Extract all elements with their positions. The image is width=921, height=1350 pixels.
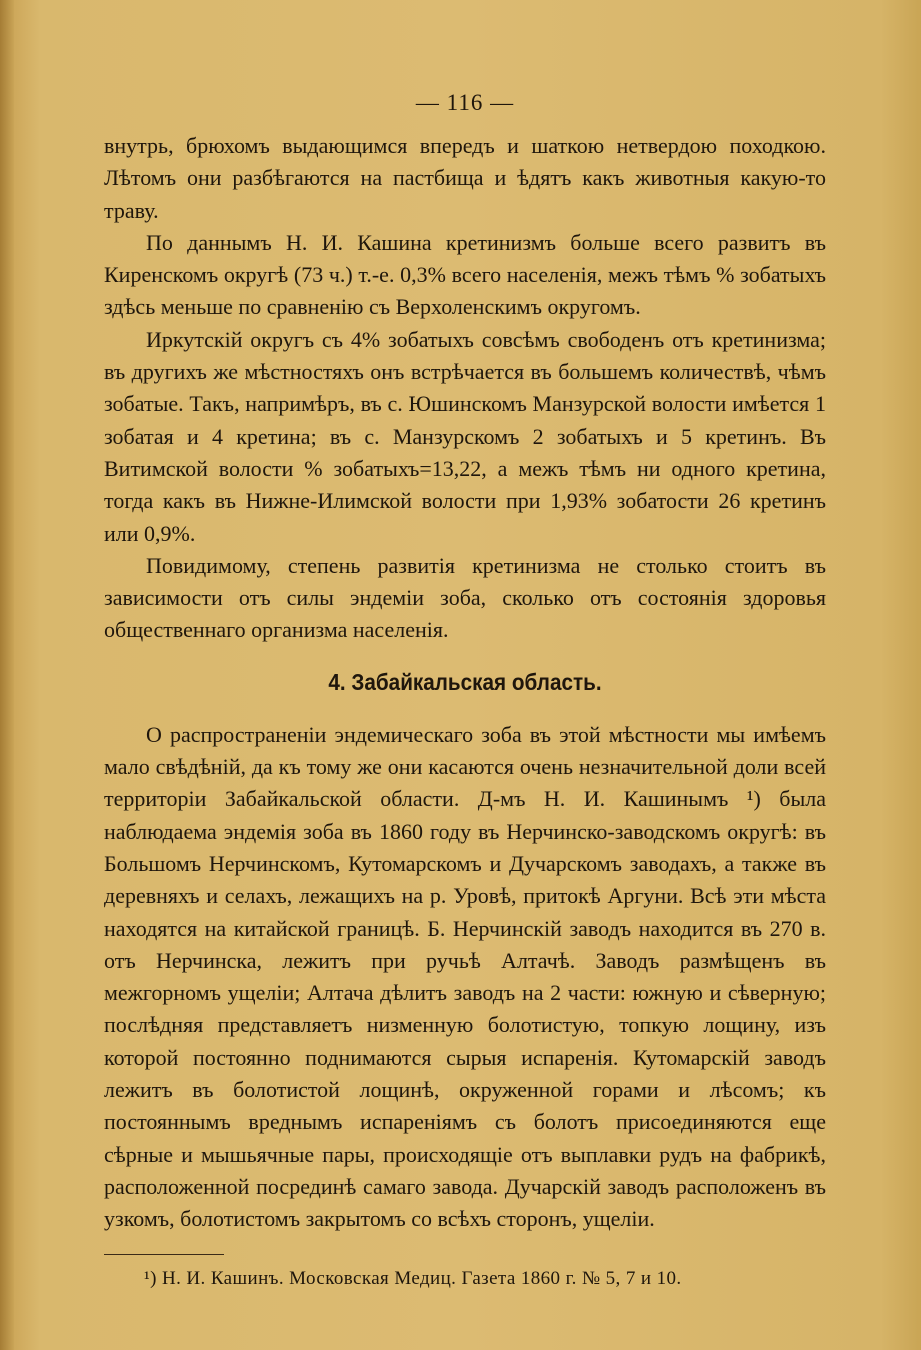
paragraph-5: О распространеніи эндемическаго зоба въ этой мѣстности мы имѣемъ мало свѣдѣній, да къ тому же они касаются очень незначительной доли всей территоріи Забайкальской области. Д-мъ Н. И. Кашинымъ ¹) была наблюдаема эндемія зоба въ 1860 году въ Нерчинско-заводскомъ округѣ: въ Большомъ Нерчинскомъ, Кутомарскомъ и Дучарскомъ заводахъ, а также въ деревняхъ и селахъ, лежащихъ на р. Уровѣ, притокѣ Аргуни. Всѣ эти мѣста находятся на китайской границѣ. Б. Нерчинскій заводъ находится въ 270 в. отъ Нерчинска, лежитъ при ручьѣ Алтачѣ. Заводъ размѣщенъ въ межгорномъ ущеліи; Алтача дѣлитъ заводъ на 2 части: южную и сѣверную; послѣдняя представляетъ низменную болотистую, топкую лощину, изъ которой постоянно поднимаются сырыя испаренія. Кутомарскій заводъ лежитъ въ болотистой лощинѣ, окруженной горами и лѣсомъ; къ постояннымъ вреднымъ испареніямъ съ болотъ присоединяются еще сѣрные и мышьячные пары, происходящіе отъ выплавки рудъ на фабрикѣ, расположенной посрединѣ самаго завода. Дучарскій заводъ расположенъ въ узкомъ, болотистомъ закрытомъ со всѣхъ сторонъ, ущеліи. [104, 721, 826, 1232]
paragraph-2: По даннымъ Н. И. Кашина кретинизмъ больше всего развитъ въ Киренскомъ округѣ (73 ч.) т.-е. 0,3% всего населенія, межъ тѣмъ % зобатыхъ здѣсь меньше по сравненію съ Верхоленскимъ округомъ. [104, 229, 826, 320]
footnote-divider [104, 1254, 224, 1255]
paragraph-3: Иркутскій округъ съ 4% зобатыхъ совсѣмъ свободенъ отъ кретинизма; въ другихъ же мѣстностяхъ онъ встрѣчается въ большемъ количествѣ, чѣмъ зобатые. Такъ, напримѣръ, въ с. Юшинскомъ Манзурской волости имѣется 1 зобатая и 4 кретина; въ с. Манзурскомъ 2 зобатыхъ и 5 кретинъ. Въ Витимской волости % зобатыхъ=13,22, а межъ тѣмъ ни одного кретина, тогда какъ въ Нижне-Илимской волости при 1,93% зобатости 26 кретинъ или 0,9%. [104, 326, 826, 546]
page-binding-edge [0, 0, 14, 1350]
text-block-bottom [104, 719, 826, 1236]
page-content [104, 86, 826, 1293]
paragraph-4: Повидимому, степень развитія кретинизма не столько стоитъ въ зависимости отъ силы эндеміи зоба, сколько отъ состоянія здоровья общественнаго организма населенія. [104, 552, 826, 643]
section-heading: 4. Забайкальская область. [328, 668, 602, 695]
paragraph-1: внутрь, брюхомъ выдающимся впередъ и шаткою нетвердою походкою. Лѣтомъ они разбѣгаются на пастбища и ѣдятъ какъ животныя какую-то траву. [104, 133, 826, 223]
footnote: ¹) Н. И. Кашинъ. Московская Медиц. Газета 1860 г. № 5, 7 и 10. [144, 1267, 682, 1289]
text-block-top [104, 130, 826, 647]
page-number: — 116 — [415, 90, 515, 115]
